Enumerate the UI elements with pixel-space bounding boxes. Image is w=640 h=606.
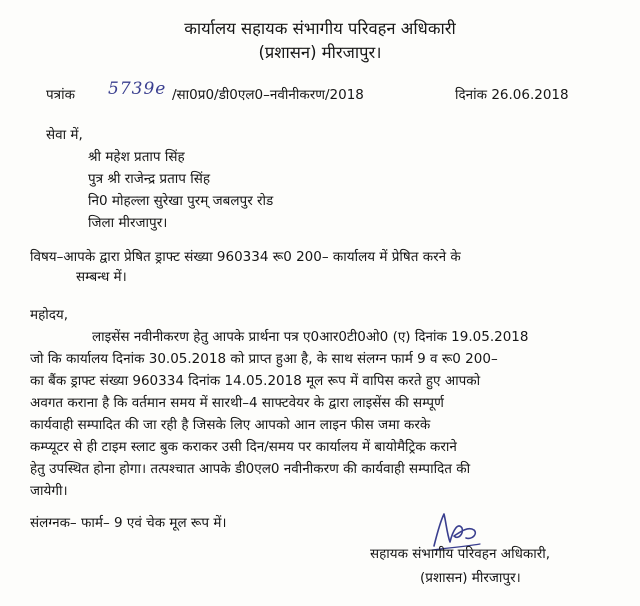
signatory-office: (प्रशासन) मीरजापुर। [420,570,521,586]
recipient-name: श्री महेश प्रताप सिंह [88,149,185,165]
handwritten-reference-number: 5739e [108,79,167,99]
body-line-8: जायेगी। [30,483,68,499]
letter-date: दिनांक 26.06.2018 [455,87,569,103]
body-line-5: कार्यवाही सम्पादित की जा रही है जिसके लिए आपको आन लाइन फीस जमा करके [30,417,431,433]
subject-line: विषय–आपके द्वारा प्रेषित ड्राफ्ट संख्या 960334 रू0 200– कार्यालय में प्रेषित करने के [30,249,461,265]
reference-number: /सा0प्र0/डी0एल0–नवीनीकरण/2018 [172,87,364,103]
greeting: महोदय, [30,307,69,323]
body-line-6: कम्प्यूटर से ही टाइम स्लाट बुक कराकर उसी दिन/समय पर कार्यालय में बायोमैट्रिक कराने [30,439,457,455]
subject-continuation: सम्बन्ध में। [76,269,127,285]
recipient-address: नि0 मोहल्ला सुरेखा पुरम् जबलपुर रोड [88,193,274,209]
body-line-1: लाइसेंस नवीनीकरण हेतु आपके प्रार्थना पत्र ए0आर0टी0ओ0 (ए) दिनांक 19.05.2018 [92,329,529,345]
recipient-parent: पुत्र श्री राजेन्द्र प्रताप सिंह [88,171,211,187]
office-subtitle: (प्रशासन) मीरजापुर। [258,43,382,62]
recipient-district: जिला मीरजापुर। [88,215,168,231]
body-line-4: अवगत कराना है कि वर्तमान समय में सारथी–4 साफ्टवेयर के द्वारा लाइसेंस की सम्पूर्ण [30,395,444,411]
enclosure-note: संलग्नक– फार्म– 9 एवं चेक मूल रूप में। [30,515,227,531]
salutation: सेवा में, [46,127,83,143]
office-title: कार्यालय सहायक संभागीय परिवहन अधिकारी [184,19,456,38]
body-line-7: हेतु उपस्थित होना होगा। तत्पश्चात आपके डी0एल0 नवीनीकरण की कार्यवाही सम्पादित की [30,461,471,477]
reference-label: पत्रांक [46,87,75,103]
body-line-2: जो कि कार्यालय दिनांक 30.05.2018 को प्राप्त हुआ है, के साथ संलग्न फार्म 9 व रू0 200– [30,351,498,367]
signatory-designation: सहायक संभागीय परिवहन अधिकारी, [370,546,551,562]
body-line-3: का बैंक ड्राफ्ट संख्या 960334 दिनांक 14.05.2018 मूल रूप में वापिस करते हुए आपको [30,373,481,389]
